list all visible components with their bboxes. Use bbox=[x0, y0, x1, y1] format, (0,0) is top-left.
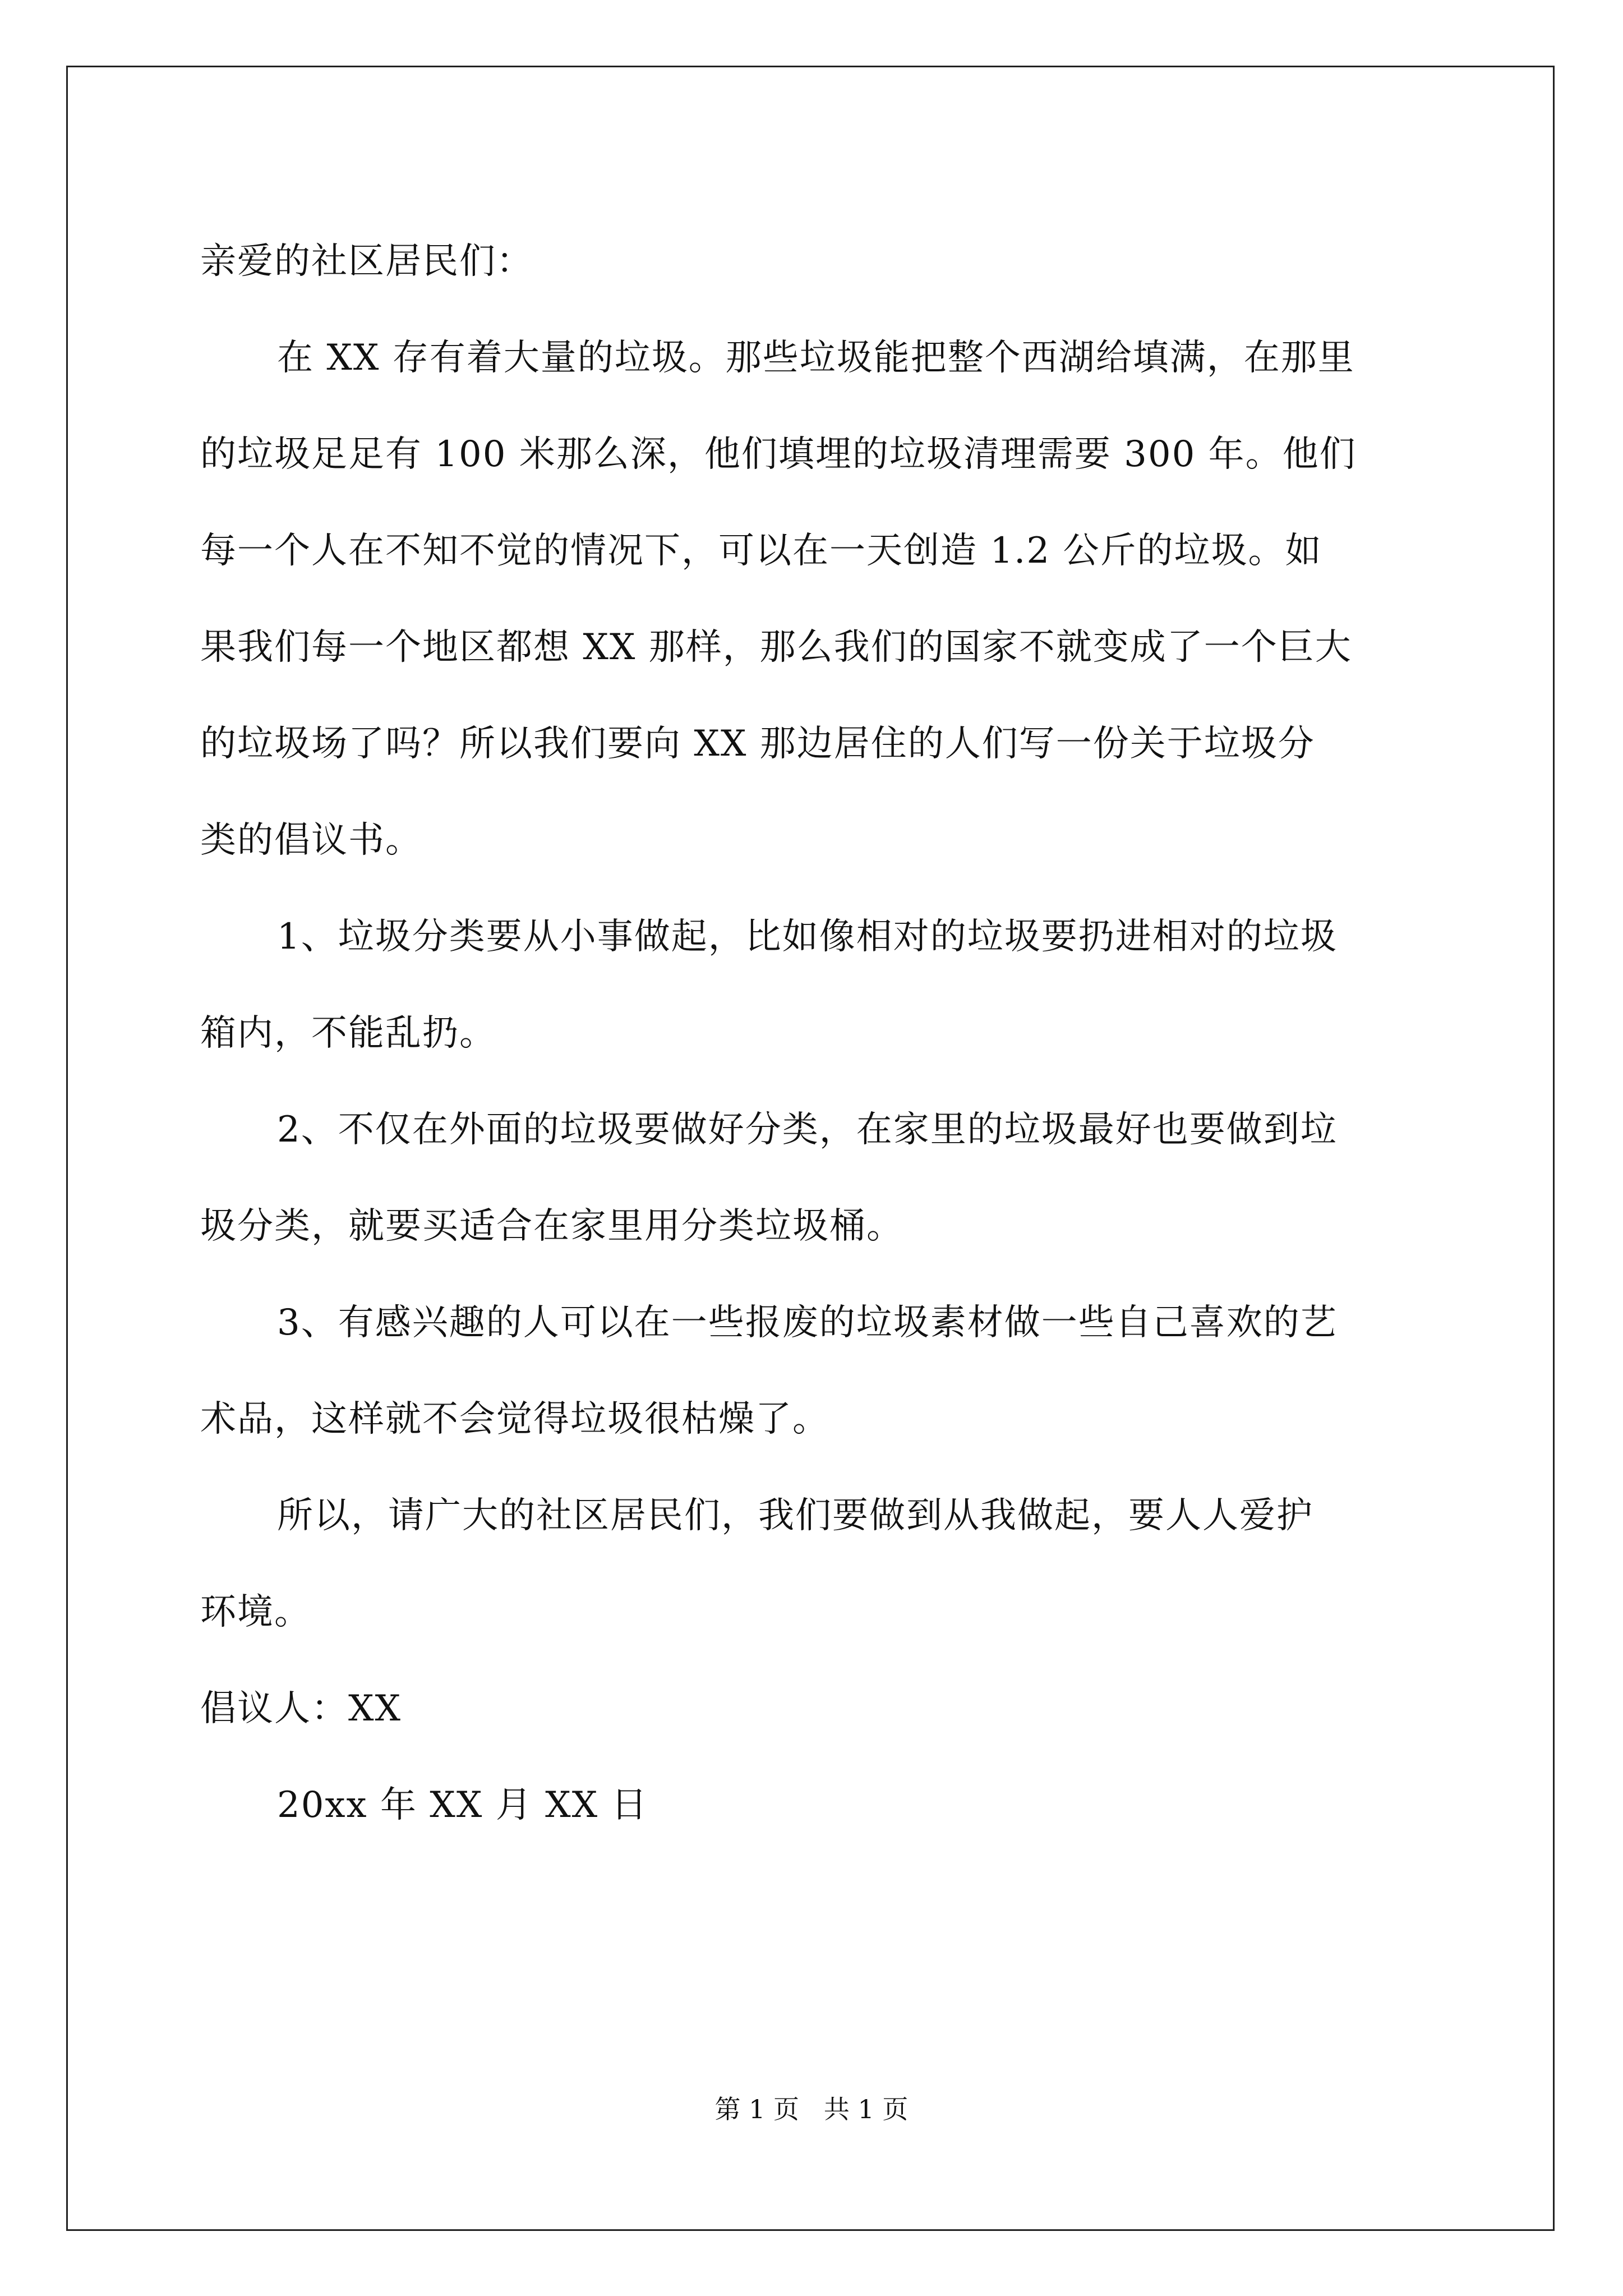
text-line: 3、有感兴趣的人可以在一些报废的垃圾素材做一些自己喜欢的艺 bbox=[277, 1302, 1338, 1343]
document-body bbox=[200, 213, 1434, 1853]
text-line: 的垃圾场了吗？所以我们要向 XX 那边居住的人们写一份关于垃圾分 bbox=[200, 723, 1315, 765]
text-line: 环境。 bbox=[200, 1591, 311, 1633]
paragraph-item-3 bbox=[200, 1274, 1434, 1467]
text-line: 术品，这样就不会觉得垃圾很枯燥了。 bbox=[200, 1398, 829, 1440]
paragraph-conclusion bbox=[200, 1467, 1434, 1660]
paragraph-item-2 bbox=[200, 1082, 1434, 1274]
text-line: 类的倡议书。 bbox=[200, 820, 422, 861]
paragraph-1 bbox=[200, 310, 1434, 889]
text-line: 圾分类，就要买适合在家里用分类垃圾桶。 bbox=[200, 1205, 903, 1247]
text-line: 箱内，不能乱扔。 bbox=[200, 1013, 496, 1054]
text-line: 每一个人在不知不觉的情况下，可以在一天创造 1.2 公斤的垃圾。如 bbox=[200, 530, 1322, 572]
text-line: 果我们每一个地区都想 XX 那样，那么我们的国家不就变成了一个巨大 bbox=[200, 627, 1352, 668]
text-line: 1、垃圾分类要从小事做起，比如像相对的垃圾要扔进相对的垃圾 bbox=[277, 916, 1338, 958]
date: 20xx 年 XX 月 XX 日 bbox=[277, 1784, 648, 1826]
text-line: 所以，请广大的社区居民们，我们要做到从我做起，要人人爱护 bbox=[277, 1495, 1313, 1536]
text-line: 的垃圾足足有 100 米那么深，他们填埋的垃圾清理需要 300 年。他们 bbox=[200, 434, 1357, 475]
page-number-footer: 第 1 页 共 1 页 bbox=[714, 2094, 909, 2124]
signature: 倡议人：XX bbox=[200, 1688, 402, 1729]
text-line: 在 XX 存有着大量的垃圾。那些垃圾能把整个西湖给填满，在那里 bbox=[277, 337, 1355, 379]
salutation: 亲爱的社区居民们： bbox=[200, 241, 533, 282]
paragraph-item-1 bbox=[200, 889, 1434, 1082]
text-line: 2、不仅在外面的垃圾要做好分类，在家里的垃圾最好也要做到垃 bbox=[277, 1109, 1338, 1151]
